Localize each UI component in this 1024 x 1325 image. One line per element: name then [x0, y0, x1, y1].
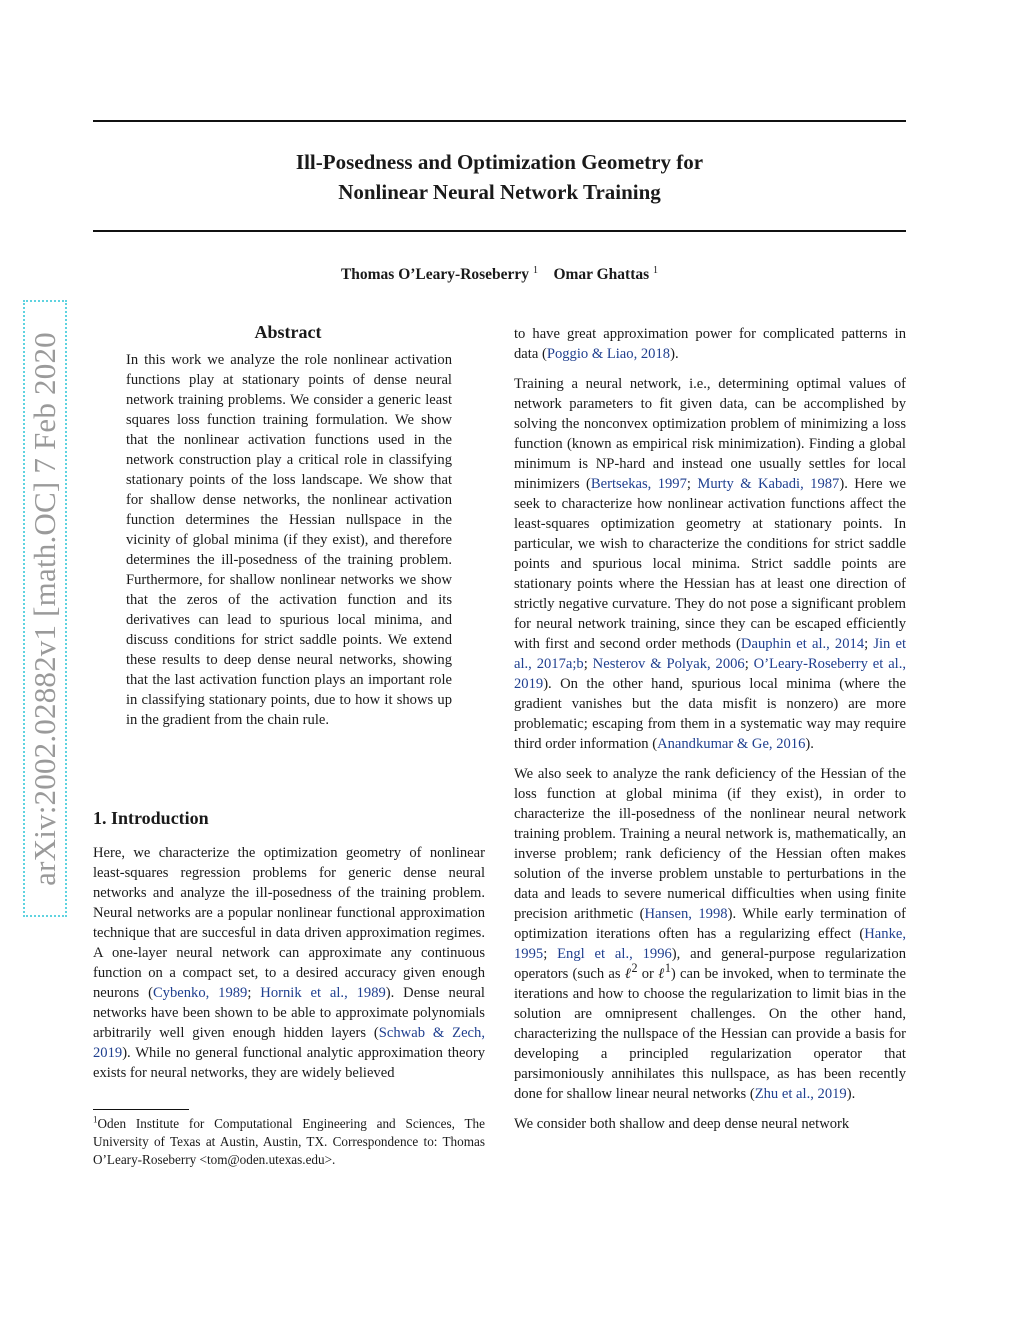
math-symbol: ℓ	[624, 966, 632, 982]
body-text: Here, we characterize the optimization geometry of nonlinear least-squares regression problems for generic dense neural networks and analyze the ill-posedness of the training problem. Neural networks are a popular nonlinear functional approximation technique that are succesful in data driven approximation regimes. A one-layer neural network can approximate any continuous function on a compact set, to a desired accuracy given enough neurons (	[93, 845, 485, 1001]
section-heading-introduction: 1. Introduction	[93, 808, 209, 828]
math-superscript: 1	[664, 961, 671, 976]
body-text: We also seek to analyze the rank deficiency of the Hessian of the loss function at global minima (if they exist), in order to characterize the ill-posedness of the nonlinear neural network training problem. Training a neural network is, mathematically, an inverse problem; rank deficiency of the Hessian often makes solution of the inverse problem unstable to perturbations in the data and leads to severe numerical difficulties when using finite precision arithmetic (	[514, 766, 906, 922]
body-text: ;	[864, 636, 874, 652]
citation-link[interactable]: Poggio & Liao, 2018	[546, 346, 671, 362]
footnote-mark: 1	[93, 1114, 98, 1125]
body-text: ).	[846, 1086, 856, 1102]
author-name: Omar Ghattas	[553, 266, 650, 283]
citation-link[interactable]: Hornik et al., 1989	[260, 985, 386, 1001]
body-text: ;	[583, 656, 593, 672]
citation-link[interactable]: Cybenko, 1989	[152, 985, 248, 1001]
citation-link[interactable]: Anandkumar & Ge, 2016	[657, 736, 806, 752]
abstract-body: In this work we analyze the role nonlinear activation functions play at stationary points of dense neural network training problems. We consider a generic least squares loss function training formulation. We show that the nonlinear activation functions used in the network construction play a critical role in classifying stationary points of the loss landscape. We show that for shallow dense networks, the nonlinear activation function determines the Hessian nullspace in the vicinity of global minima (if they exist), and therefore determines the ill-posedness of the training problem. Furthermore, for shallow nonlinear networks we show that the zeros of the activation function and its derivatives can lead to spurious local minima, and discuss conditions for strict saddle points. We extend these results to deep dense neural networks, showing that the last activation function plays an important role in classifying stationary points, due to how it shows up in the gradient from the chain rule.	[126, 352, 452, 728]
citation-link[interactable]: Jin et al., 2017a;b	[514, 636, 907, 672]
paragraph	[514, 1114, 906, 1134]
citation-link[interactable]: Dauphin et al., 2014	[740, 636, 865, 652]
body-text: ) can be invoked, when to terminate the iterations and how to choose the regularization to limit bias in the solution are omnipresent challenges. On the other hand, characterizing the nullspace of the Hessian can provide a basis for developing a principled regularization operator that parsimoniously annihilates this nullspace, as has been recently done for shallow linear neural networks (	[514, 966, 906, 1102]
citation-link[interactable]: Nesterov & Polyak, 2006	[592, 656, 745, 672]
title-line-1: Ill-Posedness and Optimization Geometry for	[295, 150, 704, 174]
footnote-text: Oden Institute for Computational Engineering and Sciences, The University of Texas at Austin, Austin, TX. Correspondence to: Thomas O’Leary-Roseberry <tom@oden.utexas.edu>.	[93, 1116, 485, 1167]
citation-link[interactable]: Hanke, 1995	[514, 926, 906, 962]
paragraph	[514, 324, 906, 364]
body-text: ;	[247, 985, 261, 1001]
author-name: Thomas O’Leary-Roseberry	[340, 266, 530, 283]
body-text: ).	[805, 736, 814, 752]
citation-link[interactable]: Engl et al., 1996	[557, 946, 672, 962]
body-text: ). While no general functional analytic approximation theory exists for neural networks, they are widely believed	[93, 1045, 485, 1081]
title-line-2: Nonlinear Neural Network Training	[338, 180, 661, 204]
body-text: We consider both shallow and deep dense neural network	[514, 1116, 850, 1132]
arxiv-identifier: arXiv:2002.02882v1 [math.OC] 7 Feb 2020	[27, 331, 62, 886]
right-column	[514, 324, 906, 1144]
math-superscript: 2	[631, 961, 638, 976]
footnote-rule	[93, 1109, 189, 1110]
body-text: ). Here we seek to characterize how nonlinear activation functions affect the least-squares optimization geometry at stationary points. In particular, we wish to characterize the conditions for strict saddle points and spurious local minima. Strict saddle points are stationary points where the Hessian has at least one direction of strictly negative curvature. They do not pose a significant problem for neural network training, since they can be escaped efficiently with first and second order methods (	[514, 476, 907, 652]
author-list	[93, 266, 906, 284]
citation-link[interactable]: Hansen, 1998	[644, 906, 728, 922]
body-text: to have great approximation power for complicated patterns in data (	[514, 326, 906, 362]
paper-title	[93, 147, 906, 207]
body-text: ;	[686, 476, 698, 492]
body-text: ). While early termination of optimization iterations often has a regularizing effect (	[514, 906, 906, 942]
abstract-heading: Abstract	[254, 322, 322, 342]
paragraph	[514, 764, 906, 1104]
affiliation-footnote	[93, 1115, 485, 1169]
arxiv-stamp[interactable]	[23, 300, 67, 917]
paragraph	[514, 374, 906, 754]
introduction-paragraph	[93, 843, 485, 1083]
title-bottom-rule	[93, 230, 906, 232]
affiliation-mark: 1	[653, 264, 659, 276]
citation-link[interactable]: Bertsekas, 1997	[590, 476, 687, 492]
body-text: ). On the other hand, spurious local minima (where the gradient vanishes but the data misfit is nonzero) are more problematic; escaping from them in a systematic way may require third order information (	[514, 676, 906, 752]
body-text: ;	[543, 946, 558, 962]
body-text: ).	[670, 346, 679, 362]
citation-link[interactable]: Zhu et al., 2019	[754, 1086, 847, 1102]
body-text: or	[637, 966, 659, 982]
citation-link[interactable]: Schwab & Zech, 2019	[93, 1025, 485, 1061]
top-rule	[93, 120, 906, 122]
citation-link[interactable]: Murty & Kabadi, 1987	[697, 476, 840, 492]
body-text: ;	[744, 656, 754, 672]
citation-link[interactable]: O’Leary-Roseberry et al., 2019	[514, 656, 907, 692]
body-text: ). Dense neural networks have been shown to be able to approximate polynomials arbitrarily well given enough hidden layers (	[93, 985, 485, 1041]
body-text: Training a neural network, i.e., determining optimal values of network parameters to fit given data, can be accomplished by solving the nonconvex optimization problem of minimizing a loss function (known as empirical risk minimization). Finding a global minimum is NP-hard and instead one usually settles for local minimizers (	[514, 376, 906, 492]
affiliation-mark: 1	[532, 264, 538, 276]
body-text: ), and general-purpose regularization operators (such as	[514, 946, 906, 982]
math-symbol: ℓ	[658, 966, 665, 982]
